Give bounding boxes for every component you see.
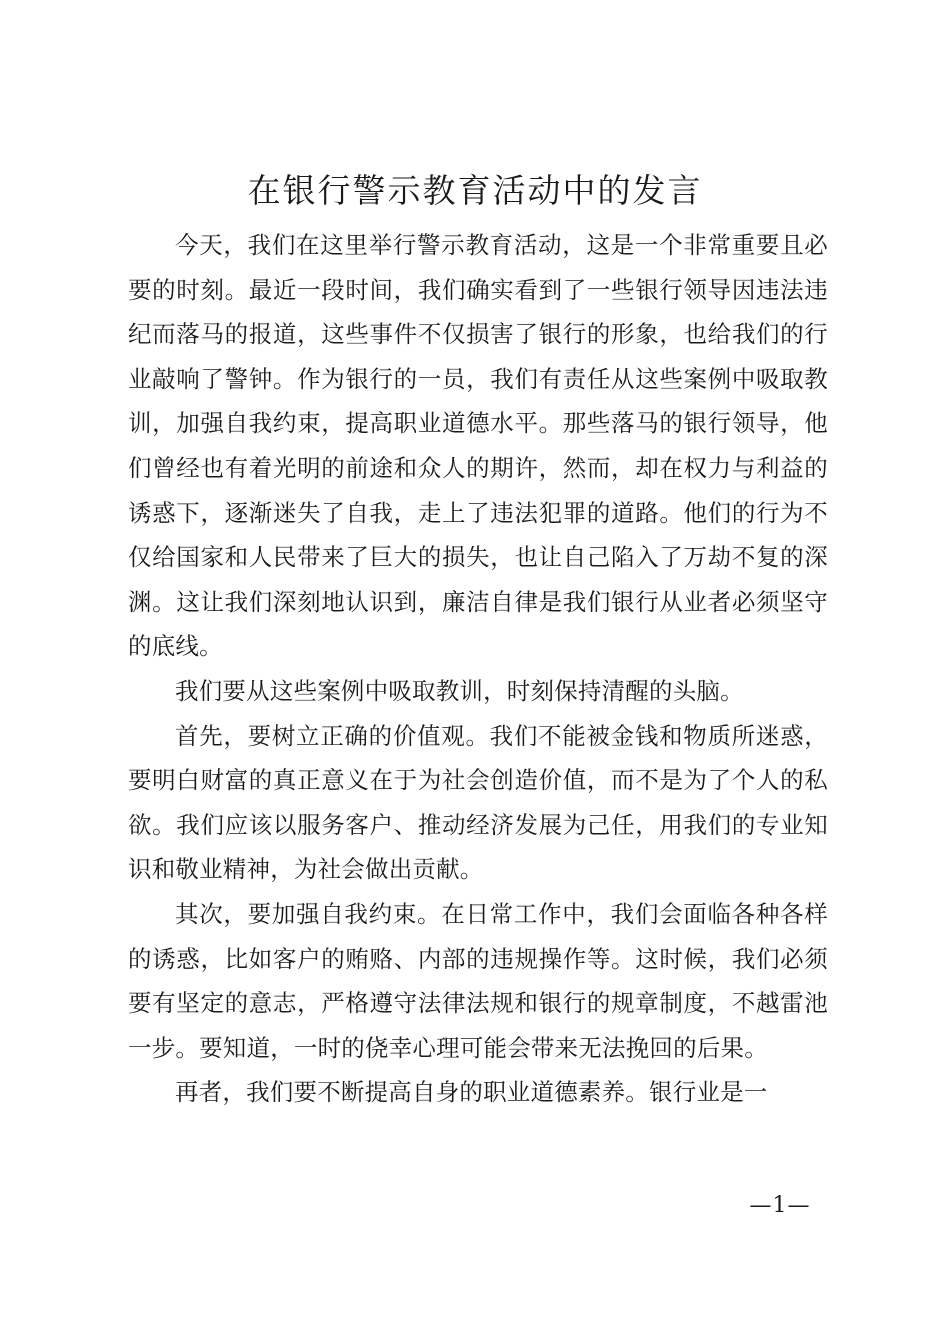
paragraph-1: 今天，我们在这里举行警示教育活动，这是一个非常重要且必要的时刻。最近一段时间，我们确实看到了一些银行领导因违法违纪而落马的报道，这些事件不仅损害了银行的形象，也给我们的行业敲响了警钟。作为银行的一员，我们有责任从这些案例中吸取教训，加强自我约束，提高职业道德水平。那些落马的银行领导，他们曾经也有着光明的前途和众人的期许，然而，却在权力与利益的诱惑下，逐渐迷失了自我，走上了违法犯罪的道路。他们的行为不仅给国家和人民带来了巨大的损失，也让自己陷入了万劫不复的深渊。这让我们深刻地认识到，廉洁自律是我们银行从业者必须坚守的底线。 — [128, 231, 828, 661]
document-body — [128, 223, 828, 1115]
page-number: —1— — [749, 1193, 811, 1218]
paragraph-2: 我们要从这些案例中吸取教训，时刻保持清醒的头脑。 — [175, 676, 744, 705]
document-title: 在银行警示教育活动中的发言 — [247, 171, 703, 210]
paragraph-5: 再者，我们要不断提高自身的职业道德素养。银行业是一 — [175, 1078, 768, 1107]
paragraph-4: 其次，要加强自我约束。在日常工作中，我们会面临各种各样的诱惑，比如客户的贿赂、内部的违规操作等。这时候，我们必须要有坚定的意志，严格遵守法律法规和银行的规章制度，不越雷池一步。要知道，一时的侥幸心理可能会带来无法挽回的后果。 — [128, 899, 828, 1062]
paragraph-3: 首先，要树立正确的价值观。我们不能被金钱和物质所迷惑，要明白财富的真正意义在于为社会创造价值，而不是为了个人的私欲。我们应该以服务客户、推动经济发展为己任，用我们的专业知识和敬业精神，为社会做出贡献。 — [128, 721, 828, 884]
